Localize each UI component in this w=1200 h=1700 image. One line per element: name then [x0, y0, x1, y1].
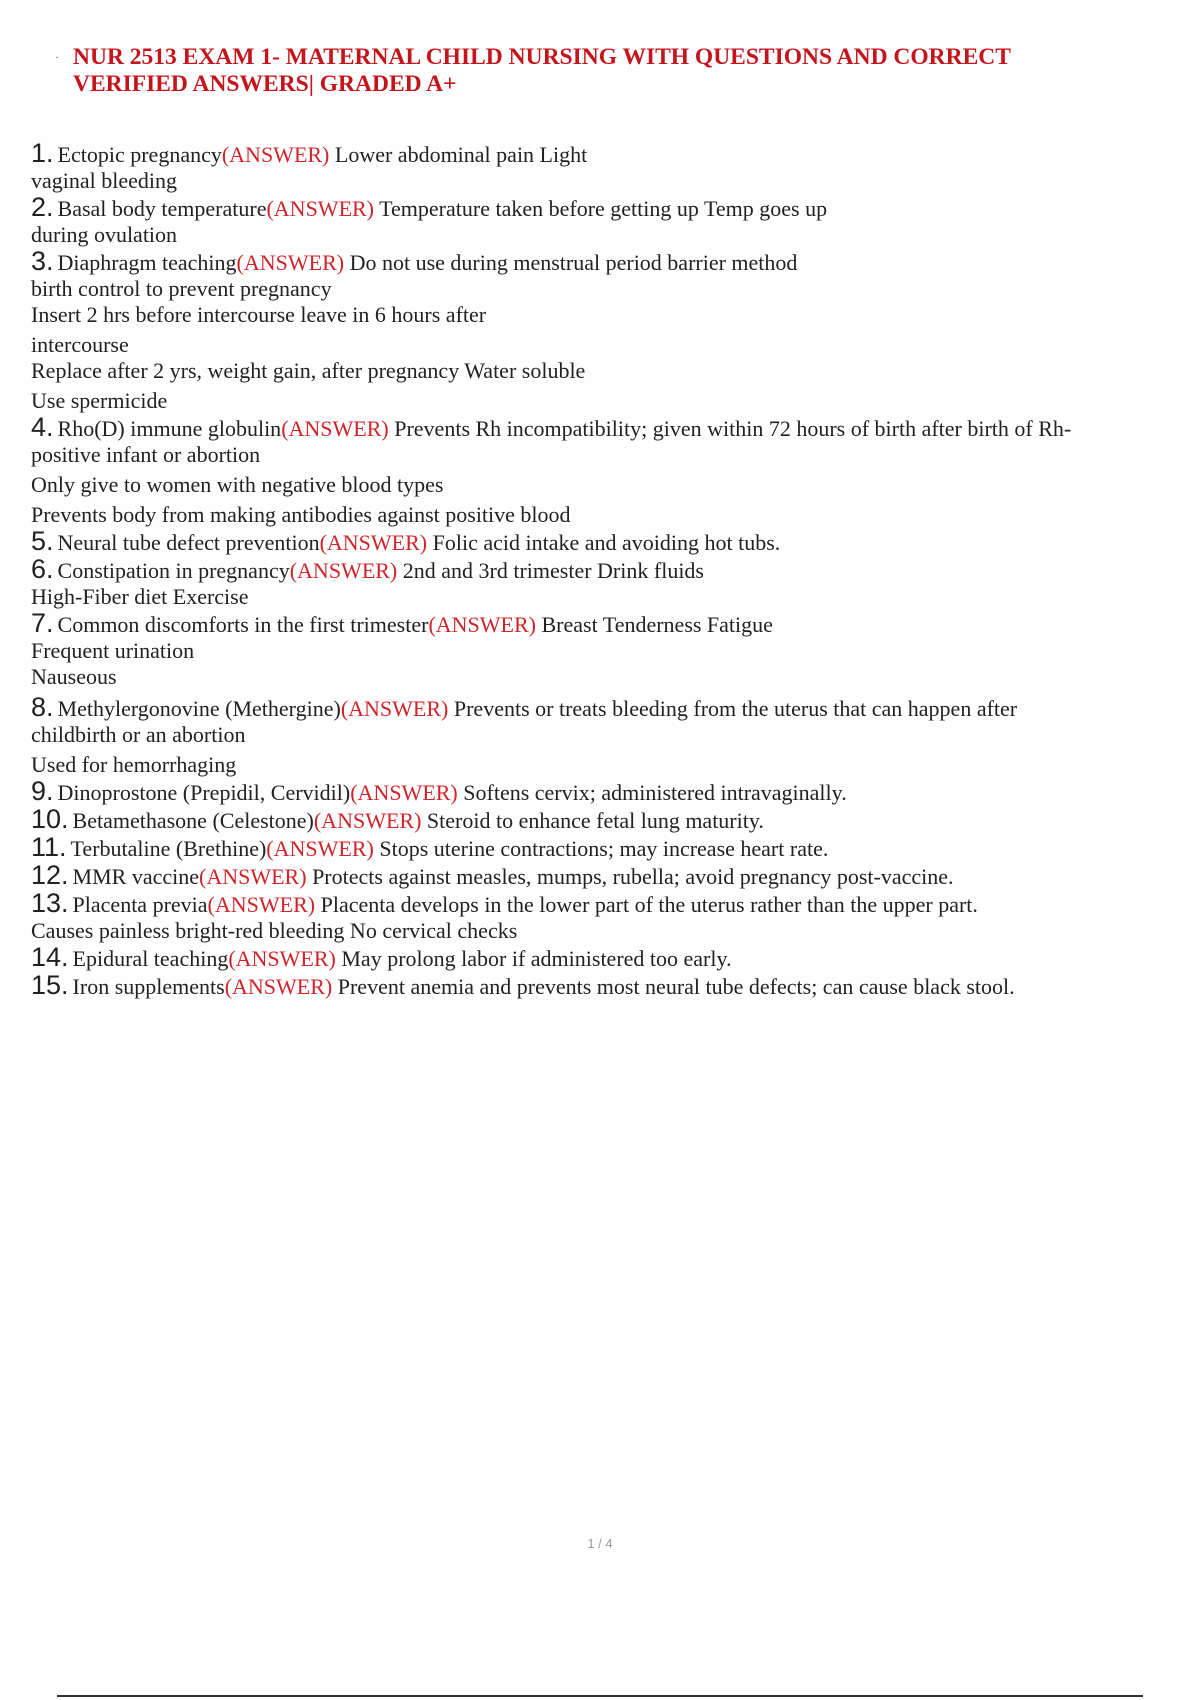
- answer-text: Stops uterine contractions; may increase heart rate.: [379, 836, 829, 861]
- question-term: Terbutaline (Brethine): [70, 836, 267, 861]
- qa-item: [31, 556, 1176, 610]
- qa-item: [31, 778, 1176, 806]
- answer-text: Temperature taken before getting up Temp goes up: [379, 196, 828, 221]
- title-line-1: NUR 2513 EXAM 1- MATERNAL CHILD NURSING WITH QUESTIONS AND CORRECT: [73, 44, 1011, 70]
- qa-item: [31, 944, 1176, 972]
- item-number: 9.: [31, 776, 54, 806]
- question-term: Neural tube defect prevention: [57, 530, 320, 555]
- answer-text: Softens cervix; administered intravaginally.: [463, 780, 847, 805]
- qa-item: [31, 862, 1176, 890]
- answer-continuation: positive infant or abortion: [31, 442, 261, 467]
- item-number: 15.: [31, 970, 69, 1000]
- question-term: Dinoprostone (Prepidil, Cervidil): [57, 780, 351, 805]
- item-number: 3.: [31, 246, 54, 276]
- item-number: 13.: [31, 888, 69, 918]
- qa-item-line: [31, 194, 1176, 222]
- answer-text: Do not use during menstrual period barrier method: [349, 250, 798, 275]
- item-number: 10.: [31, 804, 69, 834]
- answer-continuation: Frequent urination: [31, 638, 195, 663]
- answer-tag: (ANSWER): [313, 808, 422, 833]
- item-number: 12.: [31, 860, 69, 890]
- answer-text: Lower abdominal pain Light: [334, 142, 588, 167]
- answer-tag: (ANSWER): [207, 892, 316, 917]
- qa-item: [31, 194, 1176, 248]
- answer-text: Prevents Rh incompatibility; given within 72 hours of birth after birth of Rh-: [394, 416, 1072, 441]
- question-term: Iron supplements: [72, 974, 225, 999]
- answer-continuation: Use spermicide: [31, 388, 168, 413]
- qa-item: [31, 528, 1176, 556]
- answer-text: Placenta develops in the lower part of the uterus rather than the upper part.: [320, 892, 978, 917]
- item-number: 14.: [31, 942, 69, 972]
- answer-text: Folic acid intake and avoiding hot tubs.: [432, 530, 781, 555]
- qa-item-line: [31, 140, 1176, 168]
- qa-item: [31, 834, 1176, 862]
- qa-item: [31, 248, 1176, 414]
- answer-text: Prevent anemia and prevents most neural tube defects; can cause black stool.: [337, 974, 1015, 999]
- answer-continuation: during ovulation: [31, 222, 178, 247]
- answer-text: Breast Tenderness Fatigue: [541, 612, 773, 637]
- answer-text: Steroid to enhance fetal lung maturity.: [426, 808, 764, 833]
- qa-item-line: [31, 556, 1176, 584]
- document-title: [73, 44, 1153, 98]
- qa-item: [31, 610, 1176, 690]
- answer-continuation: Nauseous: [31, 664, 117, 689]
- qa-item-line: [31, 806, 1176, 834]
- qa-item: [31, 414, 1176, 528]
- item-number: 8.: [31, 692, 54, 722]
- answer-text: May prolong labor if administered too early.: [341, 946, 732, 971]
- item-number: 7.: [31, 608, 54, 638]
- qa-item: [31, 806, 1176, 834]
- answer-tag: (ANSWER): [281, 416, 389, 441]
- answer-continuation: intercourse: [31, 332, 129, 357]
- answer-tag: (ANSWER): [266, 196, 375, 221]
- qa-item-line: [31, 248, 1176, 276]
- qa-item-line: [31, 694, 1176, 722]
- qa-item-line: [31, 944, 1176, 972]
- answer-continuation: Prevents body from making antibodies against positive blood: [31, 502, 571, 527]
- item-number: 5.: [31, 526, 54, 556]
- answer-continuation: birth control to prevent pregnancy: [31, 276, 332, 301]
- answer-tag: (ANSWER): [340, 696, 449, 721]
- answer-continuation: Only give to women with negative blood types: [31, 472, 444, 497]
- qa-item-line: [31, 972, 1176, 1000]
- question-term: Betamethasone (Celestone): [72, 808, 314, 833]
- answer-tag: (ANSWER): [221, 142, 330, 167]
- qa-item: [31, 694, 1176, 778]
- qa-item-line: [31, 778, 1176, 806]
- answer-tag: (ANSWER): [319, 530, 428, 555]
- answer-continuation: vaginal bleeding: [31, 168, 178, 193]
- answer-tag: (ANSWER): [289, 558, 398, 583]
- item-number: 2.: [31, 192, 54, 222]
- answer-continuation: Insert 2 hrs before intercourse leave in 6 hours after: [31, 302, 487, 327]
- item-number: 6.: [31, 554, 54, 584]
- item-number: 1.: [31, 138, 54, 168]
- qa-item-line: [31, 890, 1176, 918]
- question-term: Basal body temperature: [57, 196, 267, 221]
- bullet-dot-icon: ·: [55, 50, 59, 64]
- qa-item-line: [31, 528, 1176, 556]
- answer-continuation: Causes painless bright-red bleeding No cervical checks: [31, 918, 518, 943]
- qa-item: [31, 890, 1176, 944]
- question-term: Common discomforts in the first trimester: [57, 612, 429, 637]
- page-indicator: 1 / 4: [587, 1536, 613, 1551]
- answer-continuation: High-Fiber diet Exercise: [31, 584, 249, 609]
- answer-text: 2nd and 3rd trimester Drink fluids: [402, 558, 704, 583]
- bottom-divider: [57, 1695, 1143, 1697]
- qa-item: [31, 972, 1176, 1000]
- question-term: Methylergonovine (Methergine): [57, 696, 341, 721]
- title-line-2: VERIFIED ANSWERS| GRADED A+: [73, 71, 457, 97]
- answer-tag: (ANSWER): [224, 974, 333, 999]
- question-term: Constipation in pregnancy: [57, 558, 290, 583]
- question-term: Diaphragm teaching: [57, 250, 237, 275]
- question-term: Epidural teaching: [72, 946, 229, 971]
- answer-text: Protects against measles, mumps, rubella; avoid pregnancy post-vaccine.: [312, 864, 954, 889]
- answer-tag: (ANSWER): [266, 836, 374, 861]
- answer-tag: (ANSWER): [350, 780, 458, 805]
- qa-item-line: [31, 610, 1176, 638]
- answer-continuation: Replace after 2 yrs, weight gain, after pregnancy Water soluble: [31, 358, 586, 383]
- question-term: Placenta previa: [72, 892, 208, 917]
- item-number: 11.: [31, 832, 67, 862]
- question-term: MMR vaccine: [72, 864, 200, 889]
- qa-list: [31, 140, 1176, 1000]
- answer-tag: (ANSWER): [199, 864, 307, 889]
- answer-text: Prevents or treats bleeding from the uterus that can happen after: [453, 696, 1018, 721]
- qa-item-line: [31, 834, 1176, 862]
- qa-item-line: [31, 862, 1176, 890]
- question-term: Ectopic pregnancy: [57, 142, 222, 167]
- qa-item-line: [31, 414, 1176, 442]
- question-term: Rho(D) immune globulin: [57, 416, 282, 441]
- item-number: 4.: [31, 412, 54, 442]
- qa-item: [31, 140, 1176, 194]
- answer-continuation: childbirth or an abortion: [31, 722, 246, 747]
- answer-tag: (ANSWER): [428, 612, 536, 637]
- answer-continuation: Used for hemorrhaging: [31, 752, 237, 777]
- answer-tag: (ANSWER): [228, 946, 336, 971]
- answer-tag: (ANSWER): [236, 250, 345, 275]
